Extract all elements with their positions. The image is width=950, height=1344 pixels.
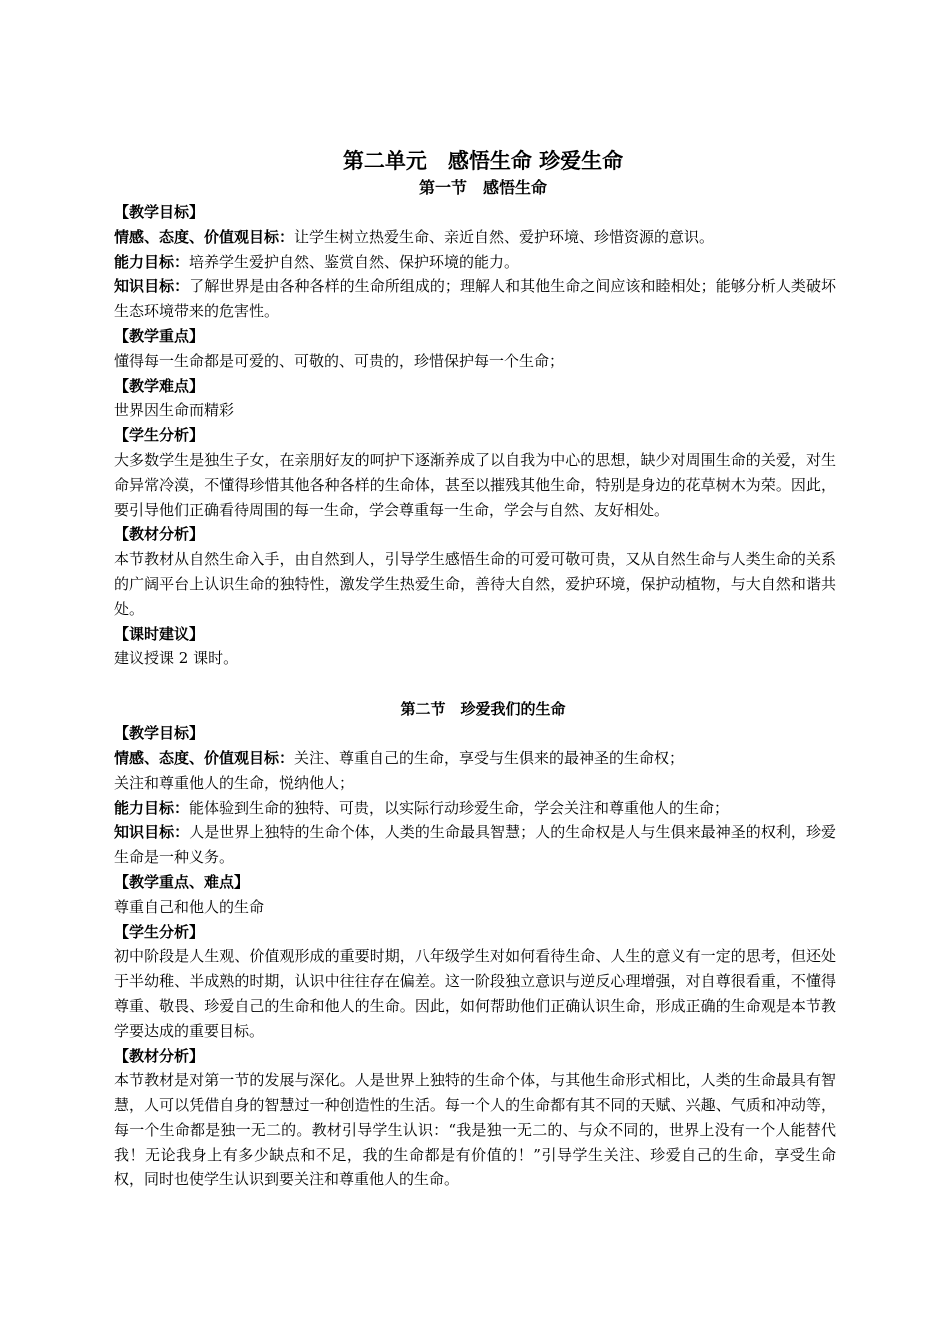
section-2-emotion-goal-cont: 关注和尊重他人的生命，悦纳他人； <box>114 773 355 792</box>
section-1-ability-goal <box>114 250 836 275</box>
section-1 <box>114 176 836 671</box>
section-1-hours-heading: 【课时建议】 <box>114 624 205 643</box>
emotion-goal-label: 情感、态度、价值观目标： <box>114 748 295 767</box>
section-1-goals-heading: 【教学目标】 <box>114 203 205 221</box>
section-2-ability-goal <box>114 796 836 821</box>
section-1-knowledge-goal <box>114 274 836 324</box>
section-2-key-text: 尊重自己和他人的生命 <box>114 897 265 916</box>
section-1-key-heading: 【教学重点】 <box>114 326 205 345</box>
section-1-key-text: 懂得每一生命都是可爱的、可敬的、可贵的，珍惜保护每一个生命； <box>114 351 565 370</box>
section-2-emotion-goal <box>114 746 836 771</box>
emotion-goal-text: 关注、尊重自己的生命，享受与生俱来的最神圣的生命权； <box>294 748 685 767</box>
section-1-difficulty-text: 世界因生命而精彩 <box>114 401 235 420</box>
document-page <box>114 146 836 1192</box>
ability-goal-text: 培养学生爱护自然、鉴赏自然、保护环境的能力。 <box>189 252 520 271</box>
section-2 <box>114 697 836 1192</box>
knowledge-goal-label: 知识目标： <box>114 823 190 842</box>
section-2-material-text: 本节教材是对第一节的发展与深化。人是世界上独特的生命个体，与其他生命形式相比，人类的生命最具有智慧，人可以凭借自身的智慧过一种创造性的生活。每一个人的生命都有其不同的天赋、兴趣、气质和冲动等，每一个生命都是独一无二的。教材引导学生认识：“我是独一无二的、与众不同的，世界上没有一个人能替代我！无论我身上有多少缺点和不足，我的生命都是有价值的！”引导学生关注、珍爱自己的生命，享受生命权，同时也使学生认识到要关注和尊重他人的生命。 <box>114 1071 836 1189</box>
section-1-student-heading: 【学生分析】 <box>114 426 205 445</box>
section-2-knowledge-goal <box>114 820 836 870</box>
section-2-student-text: 初中阶段是人生观、价值观形成的重要时期，八年级学生对如何看待生命、人生的意义有一定的思考，但还处于半幼稚、半成熟的时期，认识中往往存在偏差。这一阶段独立意识与逆反心理增强，对自尊很看重，不懂得尊重、敬畏、珍爱自己的生命和他人的生命。因此，如何帮助他们正确认识生命，形成正确的生命观是本节教学要达成的重要目标。 <box>114 947 836 1040</box>
section-1-material-heading: 【教材分析】 <box>114 525 205 544</box>
knowledge-goal-text: 了解世界是由各种各样的生命所组成的；理解人和其他生命之间应该和睦相处；能够分析人类破坏生态环境带来的危害性。 <box>114 277 836 321</box>
section-2-title: 第二节 珍爱我们的生命 <box>400 700 566 719</box>
ability-goal-label: 能力目标： <box>114 798 190 817</box>
ability-goal-label: 能力目标： <box>114 252 190 271</box>
ability-goal-text: 能体验到生命的独特、可贵，以实际行动珍爱生命，学会关注和尊重他人的生命； <box>189 798 730 817</box>
knowledge-goal-label: 知识目标： <box>114 277 190 296</box>
section-2-material-heading: 【教材分析】 <box>114 1046 205 1065</box>
knowledge-goal-text: 人是世界上独特的生命个体，人类的生命最具智慧；人的生命权是人与生俱来最神圣的权利，珍爱生命是一种义务。 <box>114 823 836 867</box>
section-2-goals-heading: 【教学目标】 <box>114 724 205 743</box>
section-1-emotion-goal <box>114 225 836 250</box>
section-1-title: 第一节 感悟生命 <box>418 178 547 197</box>
section-1-hours-text: 建议授课 2 课时。 <box>114 649 239 668</box>
emotion-goal-label: 情感、态度、价值观目标： <box>114 227 295 246</box>
section-1-material-text: 本节教材从自然生命入手，由自然到人，引导学生感悟生命的可爱可敬可贵，又从自然生命与人类生命的关系的广阔平台上认识生命的独特性，激发学生热爱生命，善待大自然，爱护环境，保护动植物，与大自然和谐共处。 <box>114 550 836 618</box>
emotion-goal-text: 让学生树立热爱生命、亲近自然、爱护环境、珍惜资源的意识。 <box>294 227 715 246</box>
section-1-difficulty-heading: 【教学难点】 <box>114 376 205 395</box>
section-1-student-text: 大多数学生是独生子女，在亲朋好友的呵护下逐渐养成了以自我为中心的思想，缺少对周围生命的关爱，对生命异常冷漠，不懂得珍惜其他各种各样的生命体，甚至以摧残其他生命，特别是身边的花草树木为荣。因此，要引导他们正确看待周围的每一生命，学会尊重每一生命，学会与自然、友好相处。 <box>114 450 836 519</box>
section-2-student-heading: 【学生分析】 <box>114 922 205 941</box>
unit-title: 第二单元 感悟生命 珍爱生命 <box>342 148 624 173</box>
section-2-key-heading: 【教学重点、难点】 <box>114 872 250 891</box>
